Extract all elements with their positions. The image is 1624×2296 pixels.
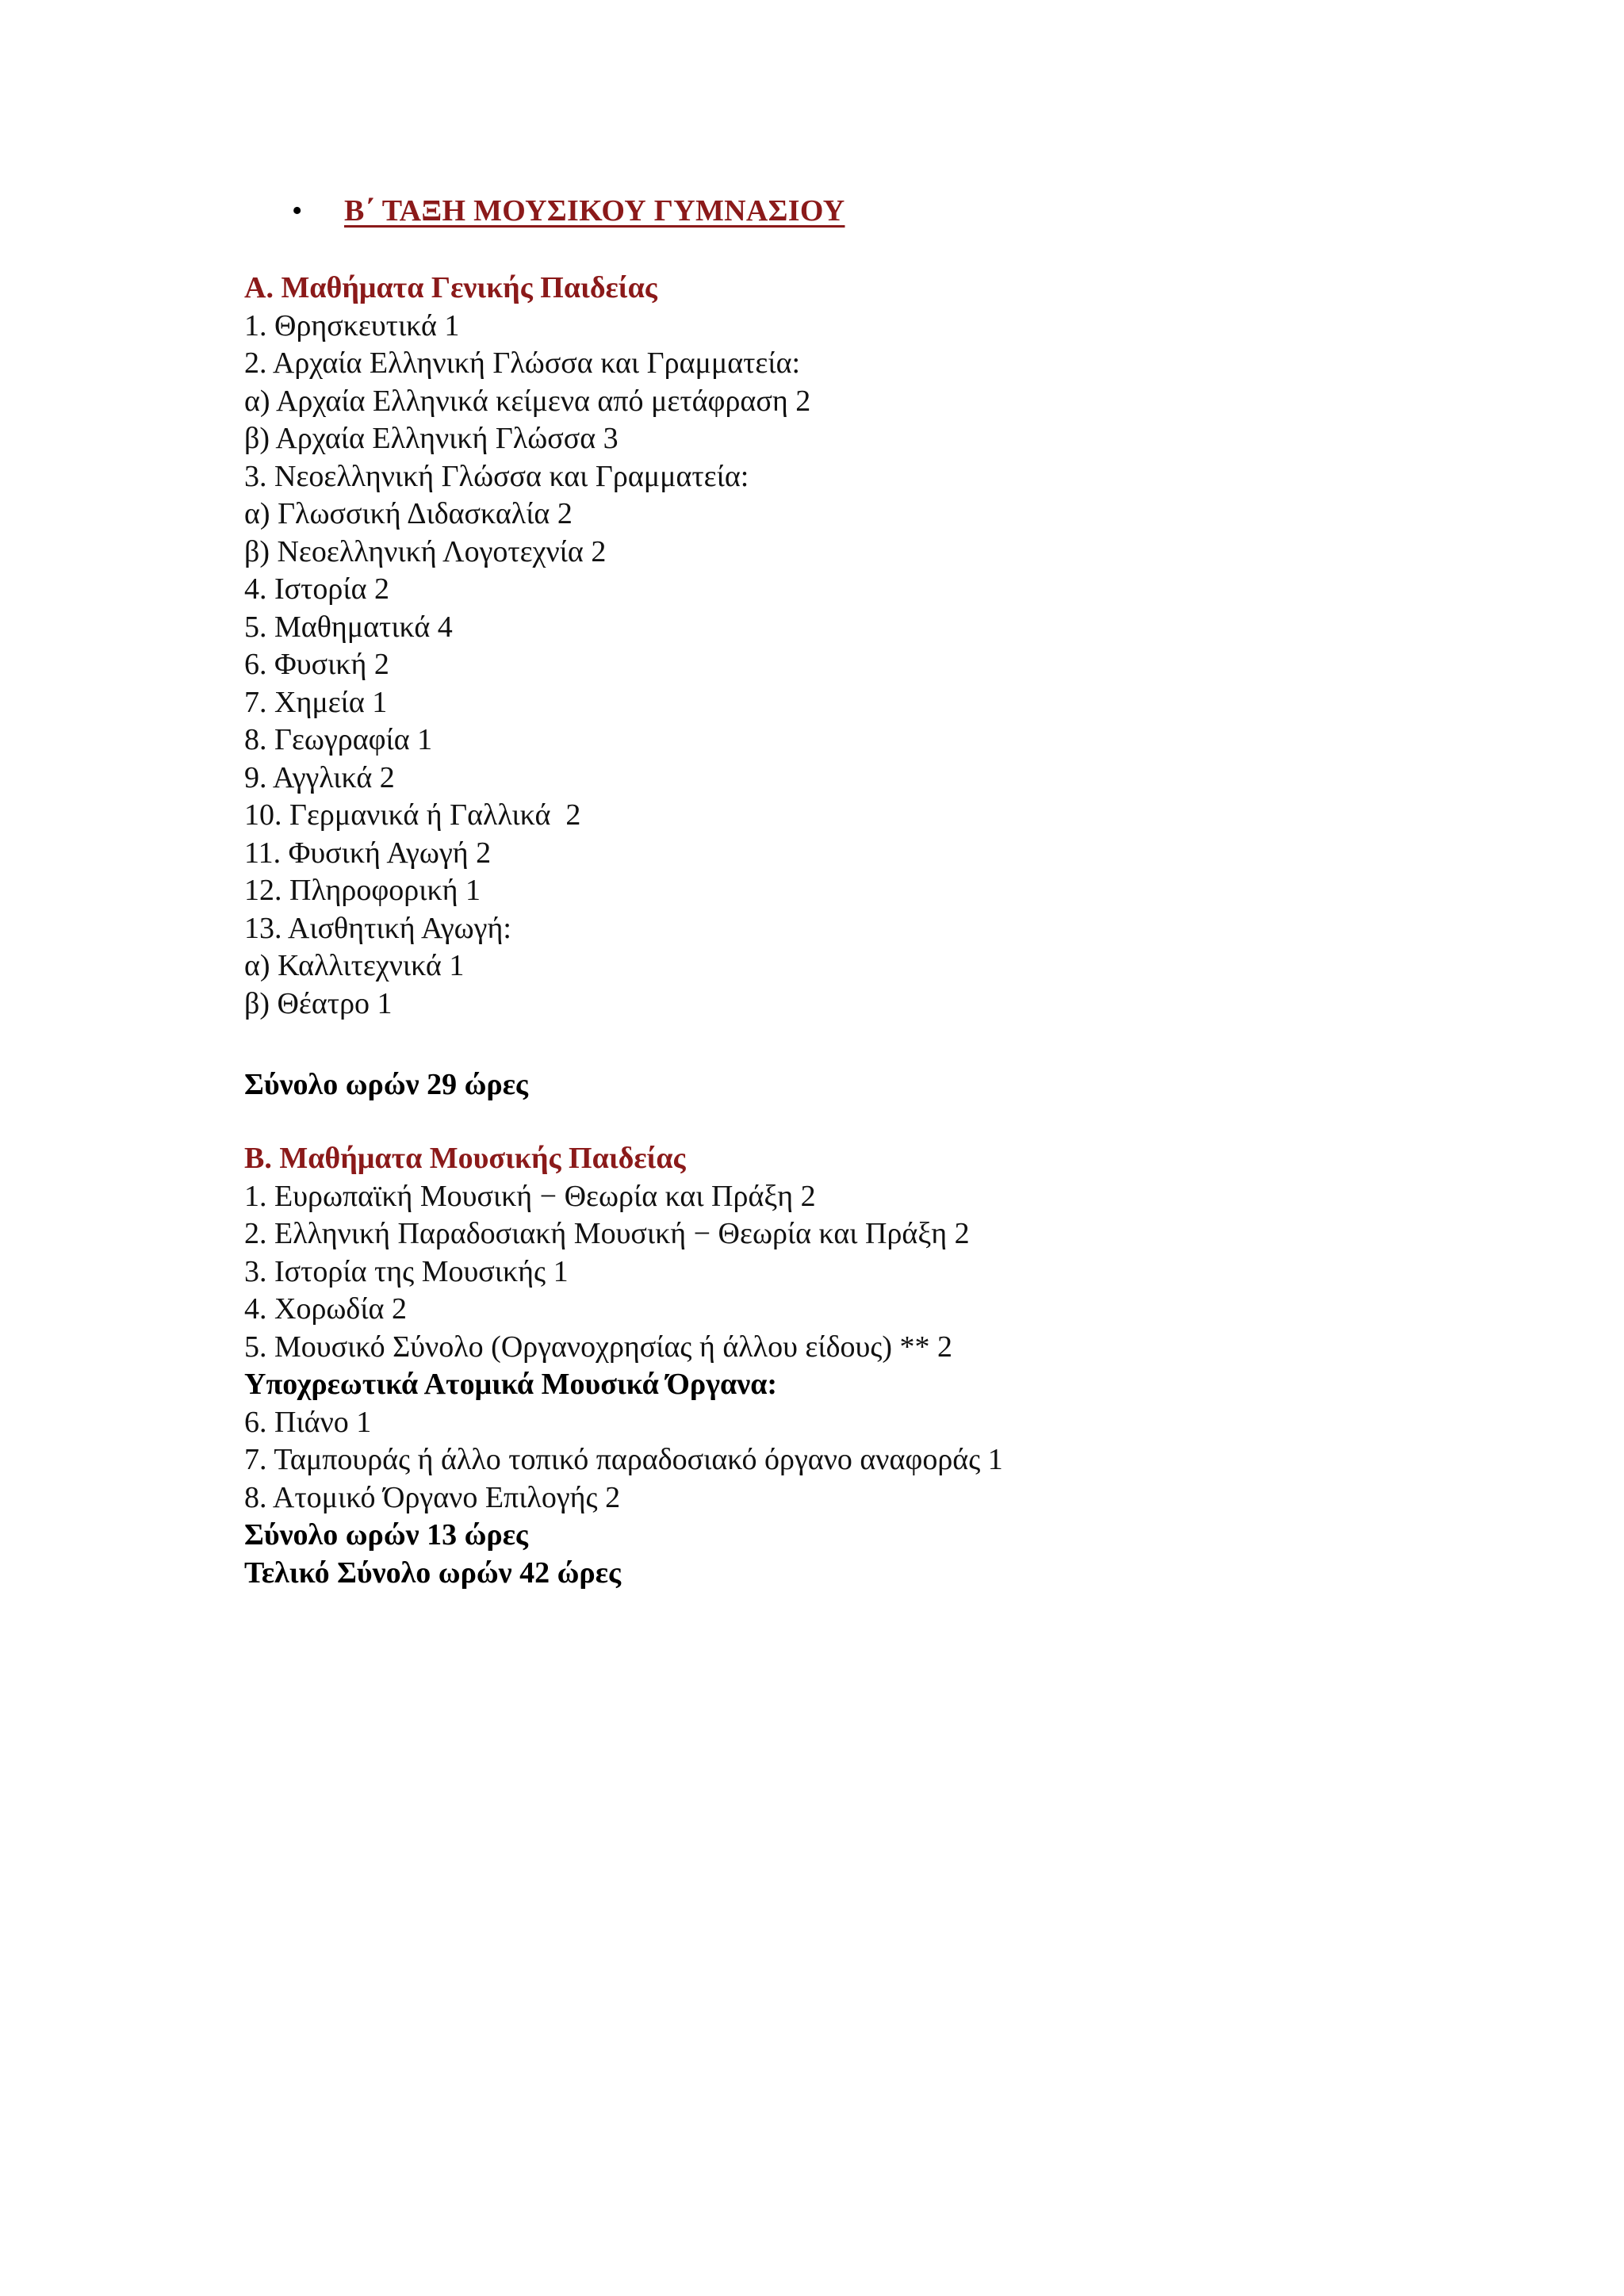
section-b [244,1140,1003,1592]
grand-total: Τελικό Σύνολο ωρών 42 ώρες [244,1556,622,1590]
list-item: α) Γλωσσική Διδασκαλία 2 [244,497,573,530]
class-heading [292,192,845,230]
list-item: 3. Ιστορία της Μουσικής 1 [244,1254,569,1288]
list-item: 2. Ελληνική Παραδοσιακή Μουσική − Θεωρία και Πράξη 2 [244,1217,970,1250]
list-item: 6. Φυσική 2 [244,648,389,681]
list-item: 1. Θρησκευτικά 1 [244,308,460,342]
list-item: 6. Πιάνο 1 [244,1405,372,1439]
section-a-total: Σύνολο ωρών 29 ώρες [244,1068,528,1101]
section-a-total-block [244,1066,528,1104]
section-b-list [244,1178,1003,1367]
list-item: 4. Χορωδία 2 [244,1292,407,1326]
list-item: 10. Γερμανικά ή Γαλλικά 2 [244,798,581,832]
section-b-title: Β. Μαθήματα Μουσικής Παιδείας [244,1142,686,1175]
list-item: 4. Ιστορία 2 [244,572,390,606]
list-item: β) Θέατρο 1 [244,986,393,1020]
section-b-total: Σύνολο ωρών 13 ώρες [244,1518,528,1552]
section-a [244,270,810,1023]
list-item: 3. Νεοελληνική Γλώσσα και Γραμματεία: [244,459,749,493]
list-item: 13. Αισθητική Αγωγή: [244,911,511,945]
list-item: 5. Μουσικό Σύνολο (Οργανοχρησίας ή άλλου είδους) ** 2 [244,1330,953,1364]
list-item: 12. Πληροφορική 1 [244,874,481,907]
list-item: 8. Γεωγραφία 1 [244,723,433,756]
list-item: 5. Μαθηματικά 4 [244,610,453,644]
list-item: 9. Αγγλικά 2 [244,760,395,794]
instruments-subheading: Υποχρεωτικά Ατομικά Μουσικά Όργανα: [244,1368,778,1401]
list-item: α) Καλλιτεχνικά 1 [244,949,465,982]
list-item: 1. Ευρωπαϊκή Μουσική − Θεωρία και Πράξη 2 [244,1179,816,1213]
list-item: β) Νεοελληνική Λογοτεχνία 2 [244,534,607,568]
list-item: 7. Χημεία 1 [244,685,388,719]
section-a-title: Α. Μαθήματα Γενικής Παιδείας [244,271,657,304]
list-item: 7. Ταμπουράς ή άλλο τοπικό παραδοσιακό όργανο αναφοράς 1 [244,1443,1003,1476]
section-a-list [244,308,810,1024]
bullet-icon: • [292,194,303,228]
list-item: 8. Ατομικό Όργανο Επιλογής 2 [244,1480,621,1514]
list-item: 2. Αρχαία Ελληνική Γλώσσα και Γραμματεία: [244,346,801,380]
instruments-list [244,1404,1003,1517]
list-item: α) Αρχαία Ελληνικά κείμενα από μετάφραση 2 [244,384,811,418]
class-title: Β΄ ΤΑΞΗ ΜΟΥΣΙΚΟΥ ΓΥΜΝΑΣΙΟΥ [344,194,845,228]
list-item: β) Αρχαία Ελληνική Γλώσσα 3 [244,422,619,455]
list-item: 11. Φυσική Αγωγή 2 [244,836,492,870]
